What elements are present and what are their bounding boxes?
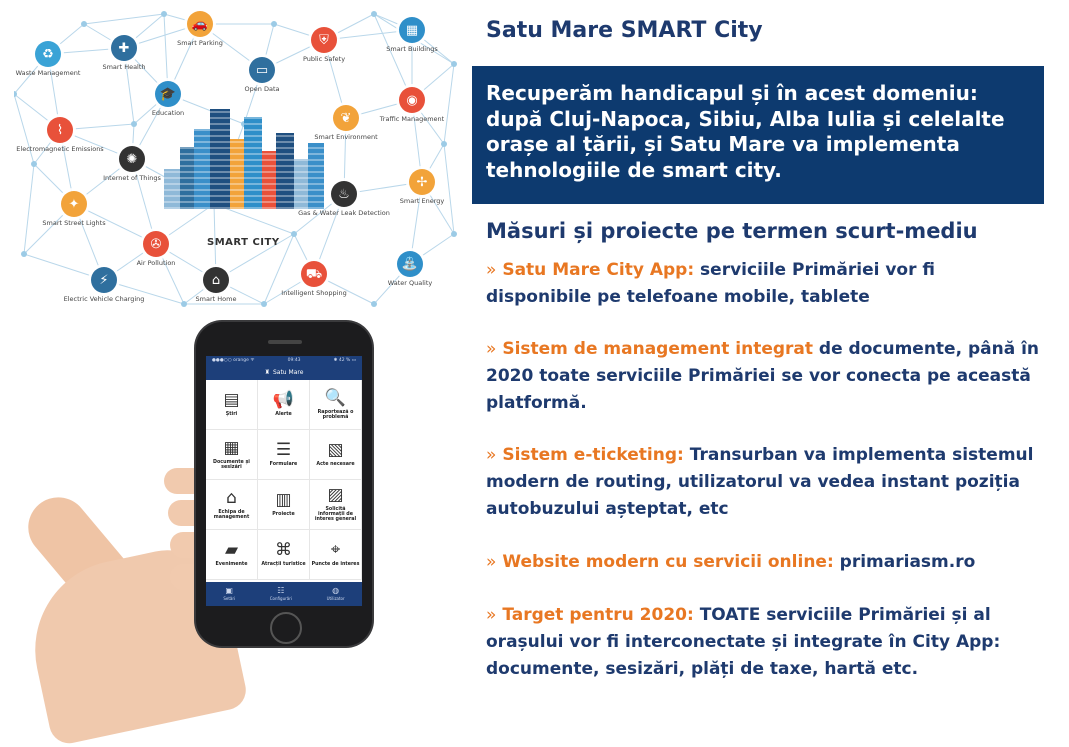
item-text: Transurban va implementa sistemul modern de routing, utilizatorul va vedea instant poziția autobuzului așteptat, etc (486, 445, 1034, 519)
status-time: 09:43 (287, 357, 301, 363)
leaf-icon: ❦ (333, 105, 359, 131)
app-tile-label: Solicită informații de interes general (314, 507, 357, 522)
phone-home-button (270, 612, 302, 644)
section-title: Măsuri și proiecte pe termen scurt-mediu (486, 219, 978, 243)
network-dot (31, 161, 37, 167)
documents-icon: ▦ (223, 437, 240, 458)
phone-illustration (14, 318, 460, 720)
tower-icon: ⌇ (47, 117, 73, 143)
node-label: Smart Buildings (386, 45, 438, 53)
skyline-building (180, 147, 194, 209)
app-tile[interactable] (206, 430, 258, 480)
app-logo-icon: ♜ (264, 368, 270, 376)
app-tile[interactable] (258, 480, 310, 530)
recycle-icon: ♻ (35, 41, 61, 67)
intro-box (472, 66, 1044, 204)
app-tile-label: Raportează o problemă (317, 409, 354, 420)
app-tile-label: Puncte de interes (311, 562, 360, 567)
info-request-icon: ▨ (327, 485, 344, 505)
fan-icon: ✇ (143, 231, 169, 257)
item-text: TOATE serviciile Primăriei și al orașului vor fi interconectate și integrate în City App: documente, sesizări, plăți de taxe, hartă etc. (486, 605, 1001, 679)
bullet-marker: » (486, 445, 497, 465)
phone-screen (206, 356, 362, 606)
shield-icon: ⛨ (311, 27, 337, 53)
smart-city-illustration (14, 4, 460, 310)
item-text: de documente, până în 2020 toate serviciile Primăriei se vor conecta pe această platformă. (486, 339, 1040, 413)
node-label: Smart Environment (314, 133, 378, 141)
bullet-marker: » (486, 260, 497, 280)
app-tile[interactable] (206, 530, 258, 580)
app-tab-label: Utilizator (326, 596, 345, 601)
item-highlight: Target pentru 2020: (502, 605, 694, 625)
app-menu-grid (206, 380, 362, 580)
node-label: Air Pollution (136, 259, 176, 267)
node-label: Traffic Management (379, 115, 445, 123)
skyline-building (194, 129, 210, 209)
skyline-building (308, 143, 324, 209)
network-dot (371, 11, 377, 17)
smart-city-label: SMART CITY (207, 237, 280, 248)
form-icon: ☰ (275, 440, 292, 460)
list-item (486, 442, 1046, 523)
network-dot (451, 231, 457, 237)
network-dot (271, 21, 277, 27)
node-label: Internet of Things (103, 174, 161, 182)
faucet-icon: ⛲ (397, 251, 423, 277)
phone-status-bar (206, 356, 362, 364)
network-dot (441, 141, 447, 147)
phone-speaker (268, 340, 302, 344)
app-tile[interactable] (310, 430, 362, 480)
item-text: serviciile Primăriei vor fi disponibile pe telefoane mobile, tablete (486, 260, 936, 307)
smartphone (196, 322, 372, 646)
network-link (84, 14, 164, 24)
list-item (486, 257, 1046, 311)
node-label: Waste Management (15, 69, 81, 77)
status-battery: ✱ 42 % ▭ (333, 357, 356, 363)
home-icon: ⌂ (203, 267, 229, 293)
node-label: Electromagnetic Emissions (16, 145, 104, 153)
app-tile[interactable] (310, 380, 362, 430)
app-tile[interactable] (258, 380, 310, 430)
skyline-building (276, 133, 294, 209)
skyline-building (294, 159, 308, 209)
search-report-icon: 🔍 (324, 387, 347, 408)
app-tab-bar (206, 582, 362, 606)
app-tile[interactable] (206, 380, 258, 430)
node-label: Open Data (244, 85, 280, 93)
app-tile-label: Formulare (269, 462, 298, 467)
project-icon: ▥ (275, 490, 292, 510)
app-tile-label: Atracții turistice (261, 562, 306, 567)
node-label: Smart Health (102, 63, 146, 71)
list-item (486, 549, 1046, 576)
node-label: Water Quality (387, 279, 433, 287)
item-highlight: Website modern cu servicii online: (502, 552, 834, 572)
graduation-cap-icon: 🎓 (155, 81, 181, 107)
network-dot (181, 301, 187, 307)
item-highlight: Satu Mare City App: (502, 260, 695, 280)
app-tile-label: Echipa de management (213, 509, 250, 520)
megaphone-icon: 📢 (272, 390, 295, 410)
list-item (486, 336, 1046, 417)
bullet-marker: » (486, 605, 497, 625)
network-link (14, 94, 34, 164)
map-pin-icon: ⌖ (330, 540, 341, 560)
page-title: Satu Mare SMART City (486, 18, 763, 43)
bullet-marker: » (486, 339, 497, 359)
status-carrier: ●●●○○ orange ᯤ (212, 358, 255, 363)
camera-icon: ◉ (399, 87, 425, 113)
intro-text: Recuperăm handicapul și în acest domeniu: după Cluj-Napoca, Sibiu, Alba Iulia și celelalte orașe al țării, și Satu Mare va implementa tehnologiile de smart city. (486, 81, 1005, 182)
app-header-title: Satu Mare (272, 368, 304, 376)
skyline-building (230, 139, 244, 209)
network-dot (81, 21, 87, 27)
app-tab[interactable] (270, 587, 292, 601)
wind-turbine-icon: ✢ (409, 169, 435, 195)
app-tab-label: Setări (223, 596, 236, 601)
node-label: Education (151, 109, 185, 117)
network-dot (371, 301, 377, 307)
lightbulb-icon: ✦ (61, 191, 87, 217)
app-tile-label: Documente și sesizări (213, 459, 250, 470)
network-dot (161, 11, 167, 17)
app-tab[interactable] (223, 587, 235, 601)
app-tile[interactable] (310, 530, 362, 580)
network-link (24, 164, 34, 254)
user-icon: ◍ (332, 586, 340, 595)
tickets-icon: ▰ (224, 540, 239, 560)
app-tab[interactable] (327, 587, 345, 601)
node-label: Intelligent Shopping (281, 289, 347, 297)
document-search-icon: ▧ (327, 440, 344, 460)
skyline-building (262, 151, 276, 209)
settings-icon: ▣ (225, 586, 233, 595)
network-dot (261, 301, 267, 307)
node-label: Electric Vehicle Charging (63, 295, 145, 303)
car-icon: 🚗 (187, 11, 213, 37)
network-icon: ✺ (119, 146, 145, 172)
node-label: Gas & Water Leak Detection (298, 209, 390, 217)
sliders-icon: ☷ (277, 586, 285, 595)
app-header (206, 364, 362, 380)
plug-icon: ⚡ (91, 267, 117, 293)
node-label: Smart Street Lights (42, 219, 106, 227)
city-skyline (164, 99, 334, 209)
team-building-icon: ⌂ (226, 487, 237, 508)
node-label: Smart Home (195, 295, 237, 303)
app-tile-label: Știri (225, 412, 238, 417)
network-dot (131, 121, 137, 127)
folder-icon: ▭ (249, 57, 275, 83)
landmark-icon: ⌘ (275, 540, 292, 560)
shopping-cart-icon: ⛟ (301, 261, 327, 287)
medical-kit-icon: ✚ (111, 35, 137, 61)
node-label: Public Safety (302, 55, 346, 63)
newspaper-icon: ▤ (223, 390, 240, 410)
app-tile[interactable] (206, 480, 258, 530)
building-icon: ▦ (399, 17, 425, 43)
app-tile-label: Proiecte (272, 512, 295, 517)
item-highlight: Sistem e-ticketing: (502, 445, 684, 465)
network-link (444, 64, 454, 144)
bullet-marker: » (486, 552, 497, 572)
app-tile[interactable] (310, 480, 362, 530)
app-tile-label: Alerte (275, 412, 292, 417)
node-label: Smart Energy (399, 197, 445, 205)
skyline-building (244, 117, 262, 209)
item-highlight: Sistem de management integrat (502, 339, 814, 359)
network-dot (21, 251, 27, 257)
app-tile[interactable] (258, 530, 310, 580)
app-tile-label: Evenimente (215, 562, 248, 567)
app-tile[interactable] (258, 430, 310, 480)
node-label: Smart Parking (177, 39, 223, 47)
app-tile-label: Acte necesare (316, 462, 355, 467)
list-item (486, 602, 1046, 683)
item-text: primariasm.ro (833, 552, 976, 572)
app-tab-label: Configurări (269, 596, 292, 601)
skyline-building (210, 109, 230, 209)
network-dot (291, 231, 297, 237)
network-dot (451, 61, 457, 67)
drop-icon: ♨ (331, 181, 357, 207)
